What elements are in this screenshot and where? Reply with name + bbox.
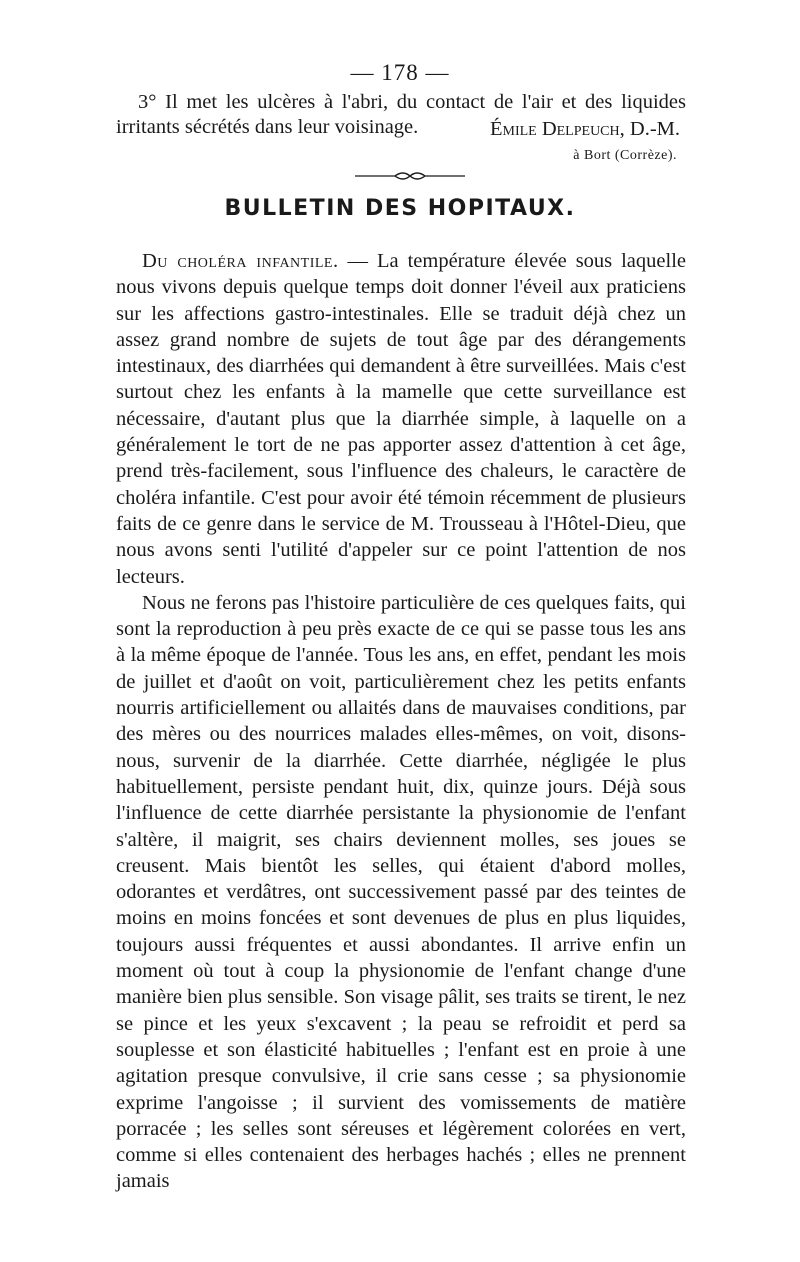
ornamental-divider bbox=[355, 170, 465, 182]
author-signature: Émile Delpeuch, D.-M. bbox=[489, 118, 680, 140]
section-title: BULLETIN DES HOPITAUX. bbox=[224, 196, 576, 221]
article-paragraph-2: Nous ne ferons pas l'histoire particulière de ces quelques faits, qui sont la reproduction à peu près exacte de ce qui se passe tous les ans à la même époque de l'année. Tous les ans, en effet, pendant les mois de juillet et d'août on voit, particulièrement chez les petits enfants nourris artificiellement ou allaités dans de mauvaises conditions, par des mères ou des nourrices malades elles-mêmes, on voit, disons-nous, survenir de la diarrhée. Cette diarrhée, négligée le plus habituellement, persiste pendant huit, dix, quinze jours. Déjà sous l'influence de cette diarrhée persistante la physionomie de l'enfant s'altère, il maigrit, ses chairs deviennent molles, ses joues se creusent. Mais bientôt les selles, qui étaient d'abord molles, odorantes et verdâtres, ont successivement passé par des teintes de moins en moins foncées et sont devenues de plus en plus liquides, toujours aussi fréquentes et aussi abondantes. Il arrive enfin un moment où tout à coup la physionomie de l'enfant change d'une manière bien plus sensible. Son visage pâlit, ses traits se tirent, le nez se pince et les yeux s'excavent ; la peau se refroidit et perd sa souplesse et son élasticité habituelles ; l'enfant est en proie à une agitation presque convulsive, il crie sans cesse ; sa physionomie exprime l'angoisse ; il survient des vomissements de matière porracée ; les selles sont séreuses et légèrement colorées en vert, comme si elles contenaient des herbages hachés ; elles ne prennent jamais bbox=[116, 591, 686, 1193]
article-body bbox=[116, 248, 686, 1195]
page-number: — 178 — bbox=[350, 60, 450, 85]
previous-article-ending: 3° Il met les ulcères à l'abri, du contact de l'air et des liquides irritants sécrétés dans leur voisinage. bbox=[116, 91, 686, 138]
article-lead-title: Du choléra infantile. bbox=[142, 250, 339, 272]
article-paragraph-1 bbox=[116, 248, 686, 590]
author-location: à Bort (Corrèze). bbox=[573, 148, 677, 163]
article-paragraph-1-text: — La température élevée sous laquelle nous vivons depuis quelque temps doit donner l'éveil aux praticiens sur les affections gastro-intestinales. Elle se traduit déjà chez un assez grand nombre de sujets de tout âge par des dérangements intestinaux, des diarrhées qui demandent à être surveillées. Mais c'est surtout chez les enfants à la mamelle que cette surveillance est nécessaire, d'autant plus que la diarrhée simple, à laquelle on a généralement le tort de ne pas apporter assez d'attention à cet âge, prend très-facilement, sous l'influence des chaleurs, le caractère de choléra infantile. C'est pour avoir été témoin récemment de plusieurs faits de ce genre dans le service de M. Trousseau à l'Hôtel-Dieu, que nous avons senti l'utilité d'appeler sur ce point l'attention de nos lecteurs. bbox=[116, 250, 686, 588]
